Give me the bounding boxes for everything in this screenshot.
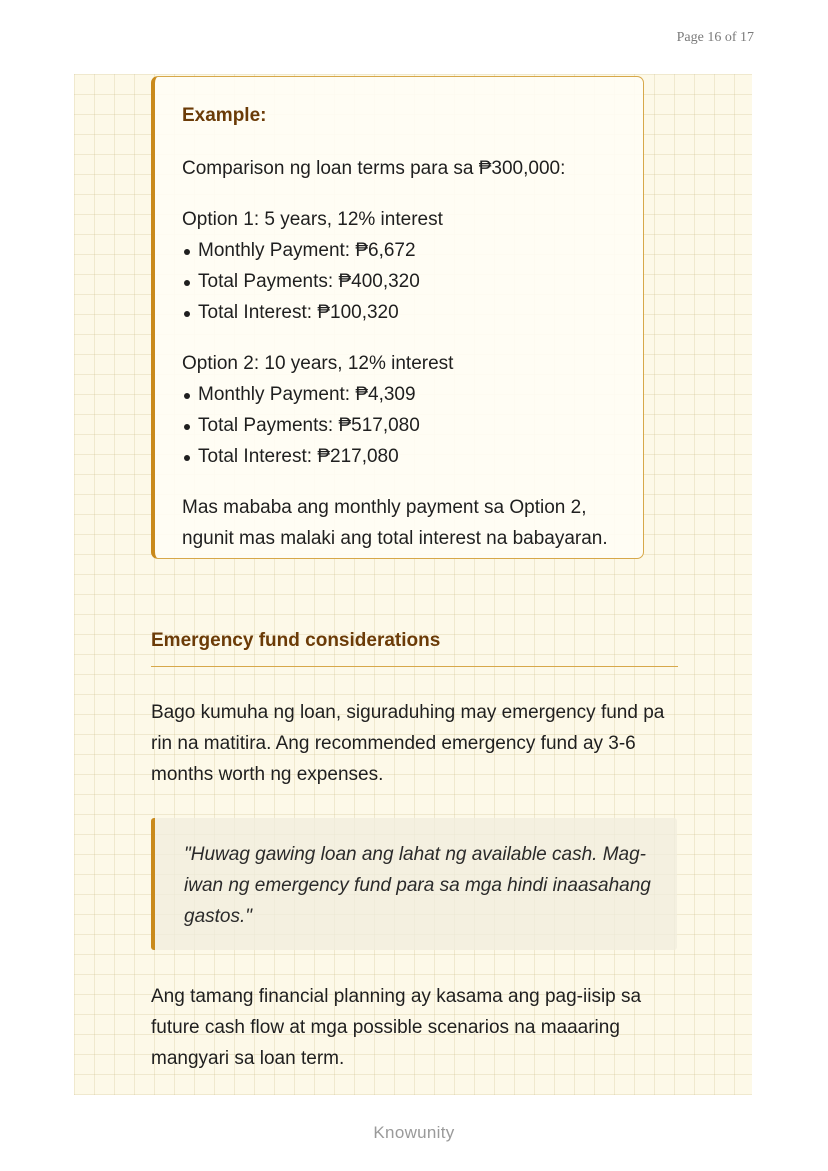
- option-1-title: Option 1: 5 years, 12% interest: [182, 209, 443, 230]
- option-2-title: Option 2: 10 years, 12% interest: [182, 353, 454, 374]
- example-callout: [151, 76, 644, 559]
- option-1-block: [182, 204, 643, 328]
- example-title: Example:: [182, 105, 267, 126]
- page-number: Page 16 of 17: [676, 30, 754, 45]
- option-2-block: [182, 348, 643, 472]
- list-item: Total Interest: ₱217,080: [182, 441, 643, 472]
- quote-text: "Huwag gawing loan ang lahat ng available cash. Mag-iwan ng emergency fund para sa mga hindi inaasahang gastos.": [184, 844, 651, 927]
- list-item: Monthly Payment: ₱6,672: [182, 235, 643, 266]
- section-heading: Emergency fund considerations: [151, 628, 678, 667]
- list-item: Total Payments: ₱517,080: [182, 410, 643, 441]
- footer-brand: Knowunity: [373, 1123, 455, 1142]
- closing-paragraph: Ang tamang financial planning ay kasama ang pag-iisip sa future cash flow at mga possible scenarios na maaaring mangyari sa loan term.: [151, 986, 642, 1069]
- quote-block: [151, 818, 677, 950]
- list-item: Monthly Payment: ₱4,309: [182, 379, 643, 410]
- example-intro: Comparison ng loan terms para sa ₱300,000:: [182, 158, 566, 179]
- option-1-list: [182, 235, 643, 328]
- section-body: Bago kumuha ng loan, siguraduhing may emergency fund pa rin na matitira. Ang recommended emergency fund ay 3-6 months worth ng expenses.: [151, 702, 665, 785]
- list-item: Total Interest: ₱100,320: [182, 297, 643, 328]
- list-item: Total Payments: ₱400,320: [182, 266, 643, 297]
- document-page: [74, 74, 752, 1095]
- example-summary: Mas mababa ang monthly payment sa Option 2, ngunit mas malaki ang total interest na babayaran.: [182, 497, 608, 549]
- option-2-list: [182, 379, 643, 472]
